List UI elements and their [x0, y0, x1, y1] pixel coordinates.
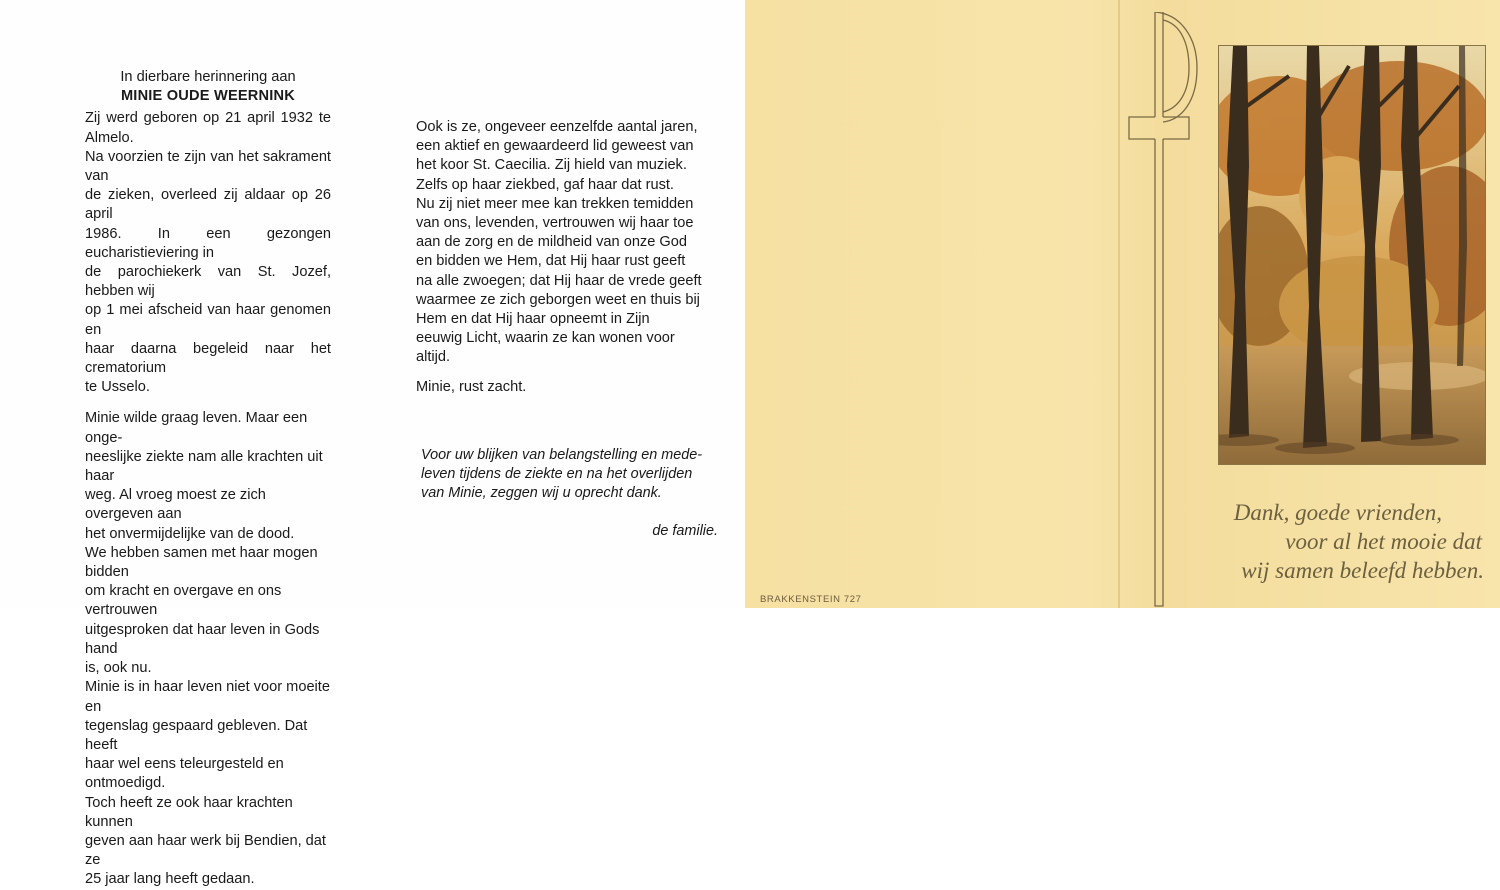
text-line: tegenslag gespaard gebleven. Dat heeft — [85, 717, 308, 753]
text-line: 1986. In een gezongen eucharistieviering in — [85, 225, 331, 261]
text-line: na alle zwoegen; dat Hij haar de vrede geeft — [416, 272, 702, 289]
text-line: haar wel eens teleurgesteld en ontmoedigd. — [85, 756, 284, 792]
text-line: weg. Al vroeg moest ze zich overgeven aan — [85, 487, 266, 523]
text-line: en bidden we Hem, dat Hij haar rust geeft — [416, 253, 686, 270]
text-line: een aktief en gewaardeerd lid geweest van — [416, 138, 694, 155]
intro-line: In dierbare herinnering aan — [120, 69, 296, 85]
text-line: geven aan haar werk bij Bendien, dat ze — [85, 832, 326, 869]
text-line: uitgesproken dat haar leven in Gods hand — [85, 621, 320, 657]
text-line: haar daarna begeleid naar het crematorium — [85, 340, 331, 377]
text-line: Zij werd geboren op 21 april 1932 te Almelo. — [85, 110, 331, 146]
text-line: van ons, levenden, vertrouwen wij haar toe — [416, 215, 694, 232]
text-line: Zelfs op haar ziekbed, gaf haar dat rust. — [416, 176, 674, 193]
text-line: aan de zorg en de mildheid van onze God — [416, 234, 687, 251]
paragraph-life — [85, 409, 331, 889]
text-line: van Minie, zeggen wij u oprecht dank. — [421, 485, 662, 502]
autumn-forest-photo — [1218, 45, 1486, 465]
text-line: leven tijdens de ziekte en na het overlijden — [421, 466, 693, 483]
text-line: Hem en dat Hij haar opneemt in Zijn — [416, 311, 650, 328]
card-fold-line — [1118, 0, 1120, 608]
text-line: Na voorzien te zijn van het sakrament van — [85, 148, 331, 185]
text-line: We hebben samen met haar mogen bidden — [85, 544, 318, 581]
text-column-2 — [416, 118, 716, 397]
closing-line: Minie, rust zacht. — [416, 378, 527, 395]
printer-imprint: BRAKKENSTEIN 727 — [760, 594, 862, 605]
memorial-verse — [1190, 498, 1490, 585]
text-line: het onvermijdelijke van de dood. — [85, 525, 295, 542]
verse-line-1: Dank, goede vrienden, — [1233, 500, 1442, 525]
text-line: op 1 mei afscheid van haar genomen en — [85, 302, 331, 338]
paragraph-biography — [85, 109, 331, 397]
text-line: waarmee ze zich geborgen weet en thuis bij — [416, 291, 700, 308]
verse-line-2: voor al het mooie dat — [1285, 529, 1482, 554]
text-line: altijd. — [416, 349, 451, 366]
family-signature: de familie. — [652, 523, 718, 539]
text-line: Minie is in haar leven niet voor moeite en — [85, 679, 330, 715]
text-column-1 — [85, 68, 331, 890]
text-line: de parochiekerk van St. Jozef, hebben wij — [85, 264, 331, 300]
text-line: Minie wilde graag leven. Maar een onge- — [85, 410, 308, 446]
text-line: Ook is ze, ongeveer eenzelfde aantal jaren, — [416, 119, 698, 135]
text-line: Voor uw blijken van belangstelling en mede- — [421, 447, 703, 463]
text-line: Nu zij niet meer mee kan trekken temidden — [416, 195, 694, 212]
thanks-note — [421, 446, 721, 504]
text-line: Toch heeft ze ook haar krachten kunnen — [85, 794, 293, 830]
text-line: om kracht en overgave en ons vertrouwen — [85, 583, 282, 619]
text-line: neeslijke ziekte nam alle krachten uit haar — [85, 448, 323, 485]
verse-line-3: wij samen beleefd hebben. — [1241, 558, 1484, 583]
deceased-name: MINIE OUDE WEERNINK — [120, 88, 296, 105]
text-line: de zieken, overleed zij aldaar op 26 april — [85, 187, 331, 223]
text-line: is, ook nu. — [85, 660, 152, 677]
text-line: het koor St. Caecilia. Zij hield van muziek. — [416, 157, 687, 174]
text-line: 25 jaar lang heeft gedaan. — [85, 871, 255, 888]
text-line: te Usselo. — [85, 379, 150, 396]
text-line: eeuwig Licht, waarin ze kan wonen voor — [416, 330, 675, 347]
forest-illustration — [1219, 46, 1485, 464]
